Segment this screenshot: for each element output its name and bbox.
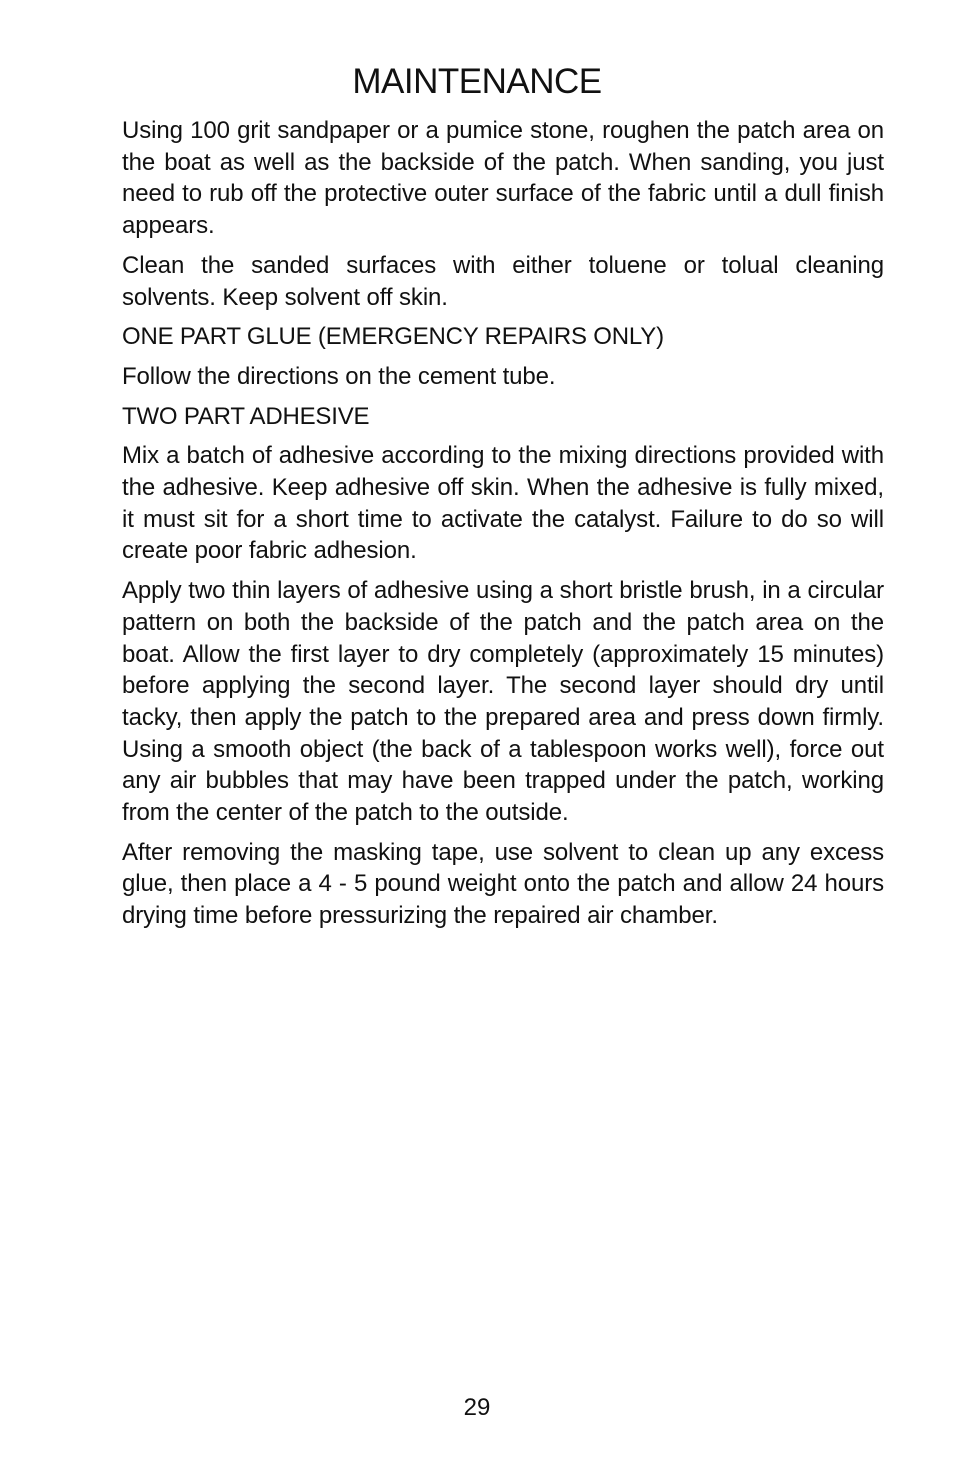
page-content: [122, 115, 884, 940]
page-number: 29: [463, 1394, 491, 1421]
heading-one-part-glue: ONE PART GLUE (EMERGENCY REPAIRS ONLY): [122, 323, 664, 351]
paragraph-mixing: Mix a batch of adhesive according to the mixing directions provided with the adhesive. Keep adhesive off skin. When the adhesive is fully mixed, it must sit for a short time to activate the catalyst. Failure to do so will create poor fabric adhesion.: [122, 442, 884, 565]
page-title: MAINTENANCE: [352, 62, 602, 101]
paragraph-finishing: After removing the masking tape, use solvent to clean up any excess glue, then place a 4 - 5 pound weight onto the patch and allow 24 hours drying time before pressurizing the repaired air chamber.: [122, 838, 884, 930]
paragraph-cleaning: Clean the sanded surfaces with either toluene or tolual cleaning solvents. Keep solvent off skin.: [122, 251, 884, 311]
heading-two-part-adhesive: TWO PART ADHESIVE: [122, 402, 370, 430]
paragraph-applying: Apply two thin layers of adhesive using a short bristle brush, in a circular pattern on both the backside of the patch and the patch area on the boat. Allow the first layer to dry completely (approximately 15 minutes) before applying the second layer. The second layer should dry until tacky, then apply the patch to the prepared area and press down firmly. Using a smooth object (the back of a tablespoon works well), force out any air bubbles that may have been trapped under the patch, working from the center of the patch to the outside.: [122, 577, 884, 827]
paragraph-sanding: Using 100 grit sandpaper or a pumice stone, roughen the patch area on the boat as well as the backside of the patch. When sanding, you just need to rub off the protective outer surface of the fabric until a dull finish appears.: [122, 117, 884, 240]
paragraph-cement-tube: Follow the directions on the cement tube.: [122, 362, 556, 390]
